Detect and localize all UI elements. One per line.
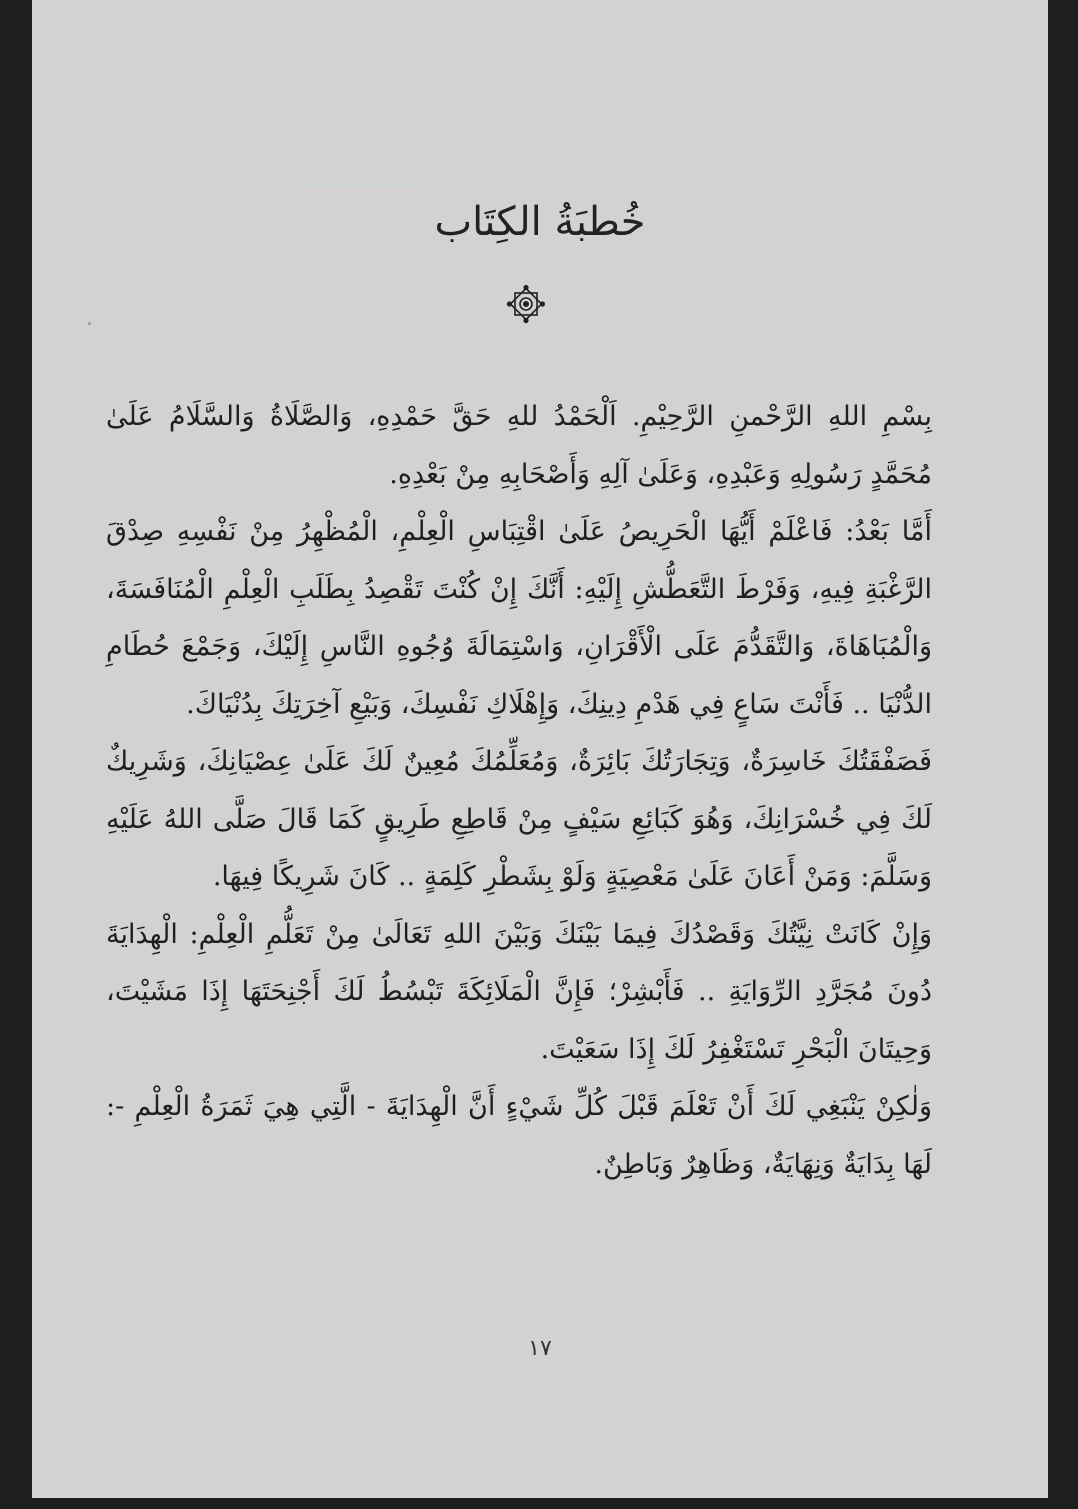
chapter-title: خُطبَةُ الكِتَاب	[434, 199, 646, 245]
paragraph: بِسْمِ اللهِ الرَّحْمنِ الرَّحِيْمِ. اَلْحَمْدُ للهِ حَقَّ حَمْدِهِ، وَالصَّلَاةُ وَالسَّلَامُ عَلَىٰ مُحَمَّدٍ رَسُولِهِ وَعَبْدِهِ، وَعَلَىٰ آلِهِ وَأَصْحَابِهِ مِنْ بَعْدِهِ.	[106, 401, 932, 490]
paragraph: فَصَفْقَتُكَ خَاسِرَةٌ، وَتِجَارَتُكَ بَائِرَةٌ، وَمُعَلِّمُكَ مُعِينٌ لَكَ عَلَىٰ عِصْيَانِكَ، وَشَرِيكٌ لَكَ فِي خُسْرَانِكَ، وَهُوَ كَبَائِعِ سَيْفٍ مِنْ قَاطِعِ طَرِيقٍ كَمَا قَالَ صَلَّى اللهُ عَلَيْهِ وَسَلَّمَ: وَمَنْ أَعَانَ عَلَىٰ مَعْصِيَةٍ وَلَوْ بِشَطْرِ كَلِمَةٍ .. كَانَ شَرِيكًا فِيهَا.	[106, 746, 932, 892]
paragraph: أَمَّا بَعْدُ: فَاعْلَمْ أَيُّهَا الْحَرِيصُ عَلَىٰ اقْتِبَاسِ الْعِلْمِ، الْمُظْهِرُ مِنْ نَفْسِهِ صِدْقَ الرَّغْبَةِ فِيهِ، وَفَرْطَ التَّعَطُّشِ إِلَيْهِ: أَنَّكَ إِنْ كُنْتَ تَقْصِدُ بِطَلَبِ الْعِلْمِ الْمُنَافَسَةَ، وَالْمُبَاهَاةَ، وَالتَّقَدُّمَ عَلَى الْأَقْرَانِ، وَاسْتِمَالَةَ وُجُوهِ النَّاسِ إِلَيْكَ، وَجَمْعَ حُطَامِ الدُّنْيَا .. فَأَنْتَ سَاعٍ فِي هَدْمِ دِينِكَ، وَإِهْلَاكِ نَفْسِكَ، وَبَيْعِ آخِرَتِكَ بِدُنْيَاكَ.	[106, 516, 932, 720]
paragraph: وَلٰكِنْ يَنْبَغِي لَكَ أَنْ تَعْلَمَ قَبْلَ كُلِّ شَيْءٍ أَنَّ الْهِدَايَةَ - الَّتِي هِيَ ثَمَرَةُ الْعِلْمِ -: لَهَا بِدَايَةٌ وَنِهَايَةٌ، وَظَاهِرٌ وَبَاطِنٌ.	[106, 1091, 932, 1180]
page-number: ١٧	[528, 1336, 552, 1361]
paragraph: وَإِنْ كَانَتْ نِيَّتُكَ وَقَصْدُكَ فِيمَا بَيْنَكَ وَبَيْنَ اللهِ تَعَالَىٰ مِنْ تَعَلُّمِ الْعِلْمِ: الْهِدَايَةَ دُونَ مُجَرَّدِ الرِّوَايَةِ .. فَأَبْشِرْ؛ فَإِنَّ الْمَلَائِكَةَ تَبْسُطُ لَكَ أَجْنِحَتَهَا إِذَا مَشَيْتَ، وَحِيتَانَ الْبَحْرِ تَسْتَغْفِرُ لَكَ إِذَا سَعَيْتَ.	[106, 918, 932, 1065]
faint-rule-line	[290, 184, 430, 186]
book-page	[32, 0, 1048, 1498]
body-text	[106, 388, 932, 1193]
scan-speck	[88, 322, 91, 325]
ornament-icon	[506, 284, 546, 324]
